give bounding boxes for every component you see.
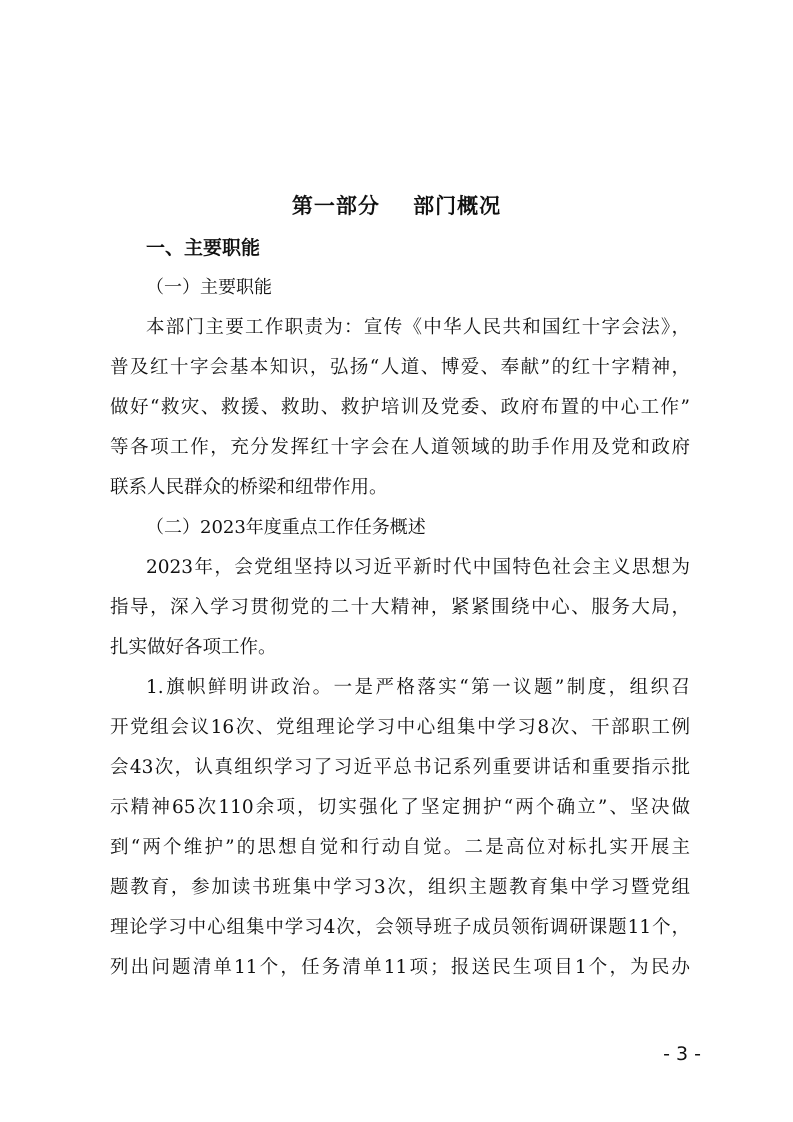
paragraph-line: 开党组会议16次、党组理论学习中心组集中学习8次、干部职工例 (110, 717, 690, 738)
section-heading-main-functions: 一、主要职能 (146, 237, 261, 259)
paragraph-line: 指导，深入学习贯彻党的二十大精神，紧紧围绕中心、服务大局， (110, 597, 690, 618)
paragraph-line: 联系人民群众的桥梁和纽带作用。 (110, 477, 388, 498)
paragraph-line: 2023年，会党组坚持以习近平新时代中国特色社会主义思想为 (146, 557, 690, 578)
subsection-heading-main-functions: （一）主要职能 (146, 277, 272, 298)
paragraph-line: 普及红十字会基本知识，弘扬“人道、博爱、奉献”的红十字精神， (110, 357, 690, 378)
paragraph-line: 1.旗帜鲜明讲政治。一是严格落实“第一议题”制度，组织召 (146, 677, 690, 698)
paragraph-line: 等各项工作，充分发挥红十字会在人道领域的助手作用及党和政府 (110, 437, 690, 458)
page-number: - 3 - (663, 1043, 701, 1065)
paragraph-line: 会43次，认真组织学习了习近平总书记系列重要讲话和重要指示批 (110, 757, 690, 778)
subsection-heading-key-tasks: （二）2023年度重点工作任务概述 (146, 517, 426, 538)
paragraph-politics (110, 668, 690, 988)
paragraph-responsibilities (110, 308, 690, 508)
paragraph-line: 扎实做好各项工作。 (110, 637, 277, 658)
paragraph-line: 示精神65次110余项，切实强化了坚定拥护“两个确立”、坚决做 (110, 797, 690, 818)
paragraph-line: 理论学习中心组集中学习4次，会领导班子成员领衔调研课题11个， (110, 917, 690, 938)
paragraph-overview-2023 (110, 548, 690, 668)
paragraph-line: 做好“救灾、救援、救助、救护培训及党委、政府布置的中心工作” (110, 397, 690, 418)
part-title: 第一部分 部门概况 (291, 194, 502, 218)
paragraph-line: 列出问题清单11个，任务清单11项；报送民生项目1个，为民办 (110, 957, 690, 978)
paragraph-line: 题教育，参加读书班集中学习3次，组织主题教育集中学习暨党组 (110, 877, 690, 898)
paragraph-line: 到“两个维护”的思想自觉和行动自觉。二是高位对标扎实开展主 (110, 837, 690, 858)
paragraph-line: 本部门主要工作职责为：宣传《中华人民共和国红十字会法》， (146, 317, 690, 338)
